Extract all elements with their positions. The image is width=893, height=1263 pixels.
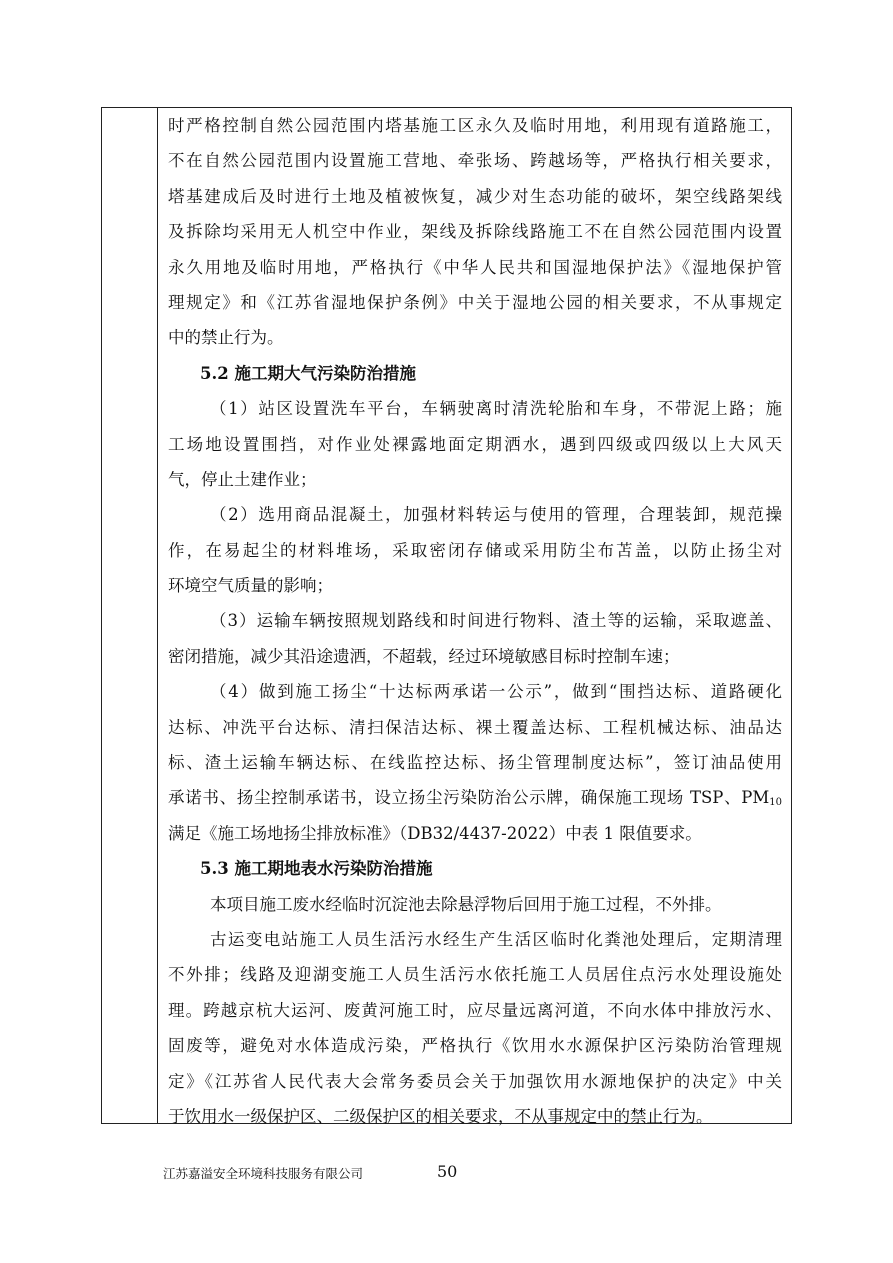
paragraph-line: （2）选用商品混凝土，加强材料转运与使用的管理，合理装卸，规范操 (210, 505, 782, 525)
table-content-cell (168, 108, 782, 1134)
paragraph-block-water (168, 887, 782, 1135)
section-heading-5-3: 5.3 施工期地表水污染防治措施 (200, 859, 433, 879)
paragraph-line: 中的禁止行为。 (168, 328, 284, 348)
table-frame (101, 107, 792, 1124)
paragraph-line: 满足《施工场地扬尘排放标准》（DB32/4437-2022）中表 1 限值要求。 (168, 823, 702, 843)
footer-page-number: 50 (437, 1162, 458, 1181)
paragraph-line: 不在自然公园范围内设置施工营地、牵张场、跨越场等，严格执行相关要求， (168, 151, 782, 171)
paragraph-line: 于饮用水一级保护区、二级保护区的相关要求，不从事规定中的禁止行为。 (168, 1106, 713, 1126)
table-left-column (102, 108, 158, 1123)
paragraph-line: （1）站区设置洗车平台，车辆驶离时清洗轮胎和车身，不带泥上路；施 (210, 399, 782, 419)
paragraph-line: 及拆除均采用无人机空中作业，架线及拆除线路施工不在自然公园范围内设置 (168, 222, 782, 242)
pm-line-text: 承诺书、扬尘控制承诺书，设立扬尘污染防治公示牌，确保施工现场 TSP、PM (168, 788, 770, 808)
paragraph-line: 标、渣土运输车辆达标、在线监控达标、扬尘管理制度达标”，签订油品使用 (168, 753, 782, 773)
paragraph-line: （3）运输车辆按照规划路线和时间进行物料、渣土等的运输，采取遮盖、 (210, 611, 782, 631)
paragraph-line: 环境空气质量的影响； (168, 576, 333, 596)
footer-company: 江苏嘉溢安全环境科技服务有限公司 (163, 1166, 364, 1181)
pm-subscript: 10 (769, 797, 782, 809)
paragraph-line: 不外排；线路及迎湖变施工人员生活污水依托施工人员居住点污水处理设施处 (168, 965, 782, 985)
paragraph-line: 理。跨越京杭大运河、废黄河施工时，应尽量远离河道，不向水体中排放污水、 (168, 1000, 782, 1020)
paragraph-line: 工场地设置围挡，对作业处裸露地面定期洒水，遇到四级或四级以上大风天 (168, 434, 782, 454)
paragraph-line: 塔基建成后及时进行土地及植被恢复，减少对生态功能的破坏，架空线路架线 (168, 186, 782, 206)
paragraph-line: 时严格控制自然公园范围内塔基施工区永久及临时用地，利用现有道路施工， (168, 116, 782, 135)
paragraph-line: 气，停止土建作业； (168, 469, 317, 489)
paragraph-line: 本项目施工废水经临时沉淀池去除悬浮物后回用于施工过程，不外排。 (210, 894, 722, 914)
paragraph-line: 理规定》和《江苏省湿地保护条例》中关于湿地公园的相关要求，不从事规定 (168, 292, 782, 312)
paragraph-line: （4）做到施工扬尘“十达标两承诺一公示”，做到“围挡达标、道路硬化 (210, 682, 782, 702)
paragraph-line: 固废等，避免对水体造成污染，严格执行《饮用水水源保护区污染防治管理规 (168, 1036, 782, 1056)
paragraph-line-pm10 (168, 780, 782, 815)
paragraph-line: 定》《江苏省人民代表大会常务委员会关于加强饮用水源地保护的决定》中关 (168, 1071, 782, 1091)
paragraph-block-air (168, 391, 782, 780)
section-heading-5-2: 5.2 施工期大气污染防治措施 (200, 363, 416, 383)
paragraph-line: 达标、冲洗平台达标、清扫保洁达标、裸土覆盖达标、工程机械达标、油品达 (168, 717, 782, 737)
paragraph-block-ecology (168, 108, 782, 356)
paragraph-line: 古运变电站施工人员生活污水经生产生活区临时化粪池处理后，定期清理 (210, 929, 782, 949)
paragraph-line: 作，在易起尘的材料堆场，采取密闭存储或采用防尘布苫盖，以防止扬尘对 (168, 540, 782, 560)
paragraph-line: 永久用地及临时用地，严格执行《中华人民共和国湿地保护法》《湿地保护管 (168, 257, 782, 277)
paragraph-block-standard (168, 816, 782, 851)
paragraph-line: 密闭措施，减少其沿途遗洒，不超载，经过环境敏感目标时控制车速； (168, 646, 680, 666)
